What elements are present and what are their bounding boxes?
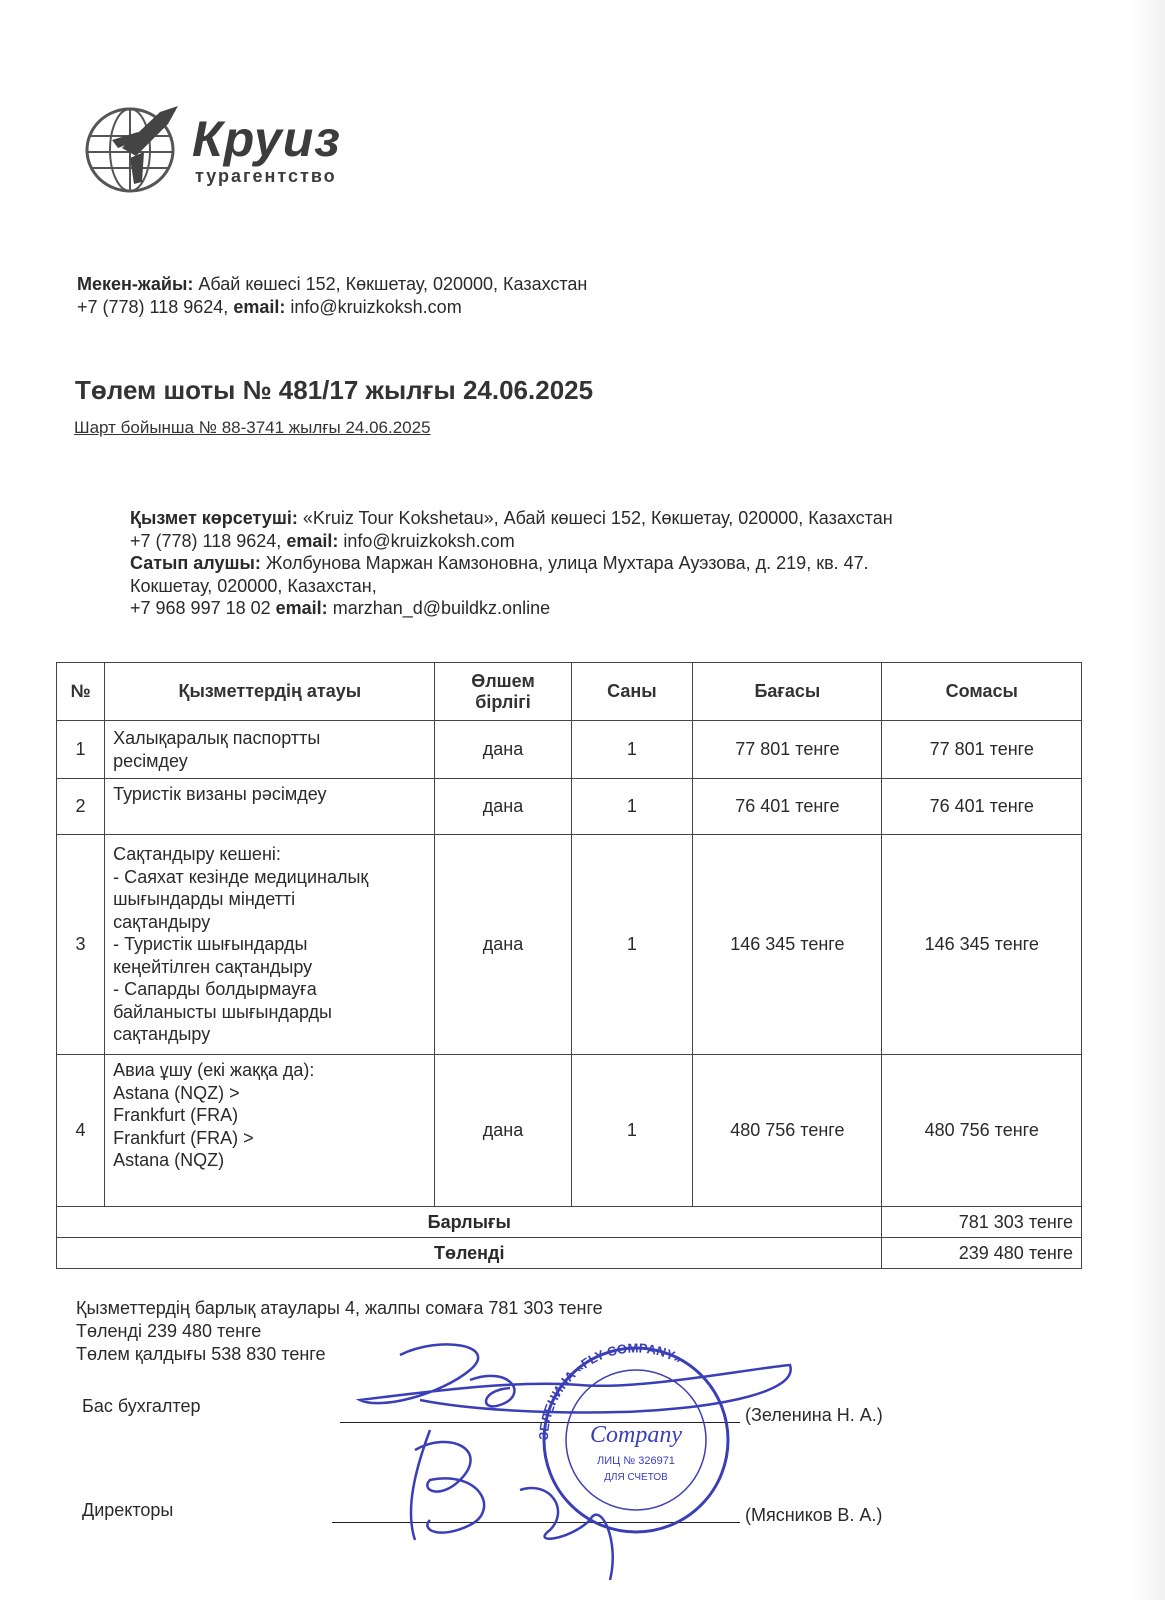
row-name: Туристік визаны рәсімдеу (105, 779, 435, 835)
parties-block (130, 507, 893, 620)
globe-plane-icon (82, 102, 186, 194)
row-price: 146 345 тенге (693, 835, 882, 1055)
services-table (56, 662, 1082, 1269)
paid-label: Төленді (57, 1238, 882, 1269)
row-sum: 77 801 тенге (882, 721, 1082, 779)
summary-balance-line: Төлем қалдығы 538 830 тенге (76, 1344, 326, 1364)
row-num: 3 (57, 835, 105, 1055)
header-qty: Саны (571, 663, 693, 721)
total-row (57, 1207, 1082, 1238)
address-email: info@kruizkoksh.com (290, 297, 462, 317)
provider-phone: +7 (778) 118 9624, (130, 530, 282, 551)
row-unit: дана (435, 779, 571, 835)
paid-value: 239 480 тенге (882, 1238, 1082, 1269)
provider-text: «Kruiz Tour Kokshetau», Абай көшесі 152, Көкшетау, 020000, Казахстан (302, 508, 893, 528)
row-qty: 1 (571, 835, 693, 1055)
row-name: Сақтандыру кешені: - Саяхат кезінде медициналық шығындарды міндетті сақтандыру - Туристік шығындарды кеңейтілген сақтандыру - Сапарды болдырмауға байланысты шығындарды сақтандыру (105, 835, 435, 1055)
table-row (57, 1055, 1082, 1207)
row-qty: 1 (571, 779, 693, 835)
buyer-city: Кокшетау, 020000, Казахстан, (130, 575, 377, 596)
address-email-label: email: (233, 297, 286, 317)
buyer-email-label: email: (275, 598, 328, 618)
table-row (57, 721, 1082, 779)
buyer-label: Сатып алушы: (130, 553, 261, 573)
row-num: 2 (57, 779, 105, 835)
table-header-row (57, 663, 1082, 721)
header-name: Қызметтердің атауы (105, 663, 435, 721)
company-stamp (536, 1340, 728, 1532)
total-value: 781 303 тенге (882, 1207, 1082, 1238)
provider-email-label: email: (286, 530, 339, 551)
row-name: Халықаралық паспортты ресімдеу (105, 721, 435, 779)
total-label: Барлығы (57, 1207, 882, 1238)
stamp-center-text: Company (590, 1422, 682, 1448)
row-name: Авиа ұшу (екі жаққа да): Astana (NQZ) > Frankfurt (FRA) Frankfurt (FRA) > Astana (NQZ) (105, 1055, 435, 1207)
address-text: Абай көшесі 152, Көкшетау, 020000, Казахстан (198, 274, 588, 294)
accountant-title: Бас бухгалтер (82, 1396, 201, 1416)
stamp-and-signatures (320, 1340, 820, 1600)
row-price: 77 801 тенге (693, 721, 882, 779)
header-unit: Өлшем бірлігі (435, 663, 571, 721)
address-label: Мекен-жайы: (77, 274, 194, 294)
stamp-outer-text: ЗЕЛЕНИНА «FLY COMPANY» (535, 1340, 685, 1441)
stamp-license: ЛИЦ № 326971 (597, 1455, 675, 1467)
row-sum: 76 401 тенге (882, 779, 1082, 835)
row-num: 1 (57, 721, 105, 779)
buyer-text: Жолбунова Маржан Камзоновна, улица Мухтара Ауэзова, д. 219, кв. 47. (265, 553, 869, 573)
row-sum: 480 756 тенге (882, 1055, 1082, 1207)
buyer-phone: +7 968 997 18 02 (130, 598, 271, 618)
invoice-title: Төлем шоты № 481/17 жылғы 24.06.2025 (75, 375, 594, 405)
summary-total-line: Қызметтердің барлық атаулары 4, жалпы сомаға 781 303 тенге (76, 1298, 603, 1318)
stamp-note: ДЛЯ СЧЕТОВ (604, 1472, 668, 1483)
row-qty: 1 (571, 721, 693, 779)
row-num: 4 (57, 1055, 105, 1207)
contract-reference: Шарт бойынша № 88-3741 жылғы 24.06.2025 (74, 418, 431, 437)
paid-row (57, 1238, 1082, 1269)
header-price: Бағасы (693, 663, 882, 721)
director-name: (Мясников В. А.) (745, 1505, 883, 1525)
accountant-name: (Зеленина Н. А.) (745, 1405, 883, 1425)
logo-name: Круиз (192, 111, 341, 167)
row-sum: 146 345 тенге (882, 835, 1082, 1055)
logo-subtitle: турагентство (195, 166, 337, 186)
header-sum: Сомасы (882, 663, 1082, 721)
row-unit: дана (435, 1055, 571, 1207)
row-unit: дана (435, 835, 571, 1055)
provider-label: Қызмет көрсетуші: (130, 508, 298, 528)
address-phone: +7 (778) 118 9624, (77, 297, 229, 317)
company-address (77, 273, 587, 319)
summary-paid-line: Төленді 239 480 тенге (76, 1321, 262, 1341)
company-logo (82, 100, 382, 195)
director-title: Директоры (82, 1500, 174, 1520)
row-price: 76 401 тенге (693, 779, 882, 835)
table-row (57, 779, 1082, 835)
provider-email: info@kruizkoksh.com (343, 530, 515, 551)
row-qty: 1 (571, 1055, 693, 1207)
table-row (57, 835, 1082, 1055)
header-num: № (57, 663, 105, 721)
page-edge-shadow (1131, 0, 1165, 1600)
buyer-email: marzhan_d@buildkz.online (332, 598, 551, 618)
row-price: 480 756 тенге (693, 1055, 882, 1207)
director-signature (411, 1430, 613, 1580)
row-unit: дана (435, 721, 571, 779)
